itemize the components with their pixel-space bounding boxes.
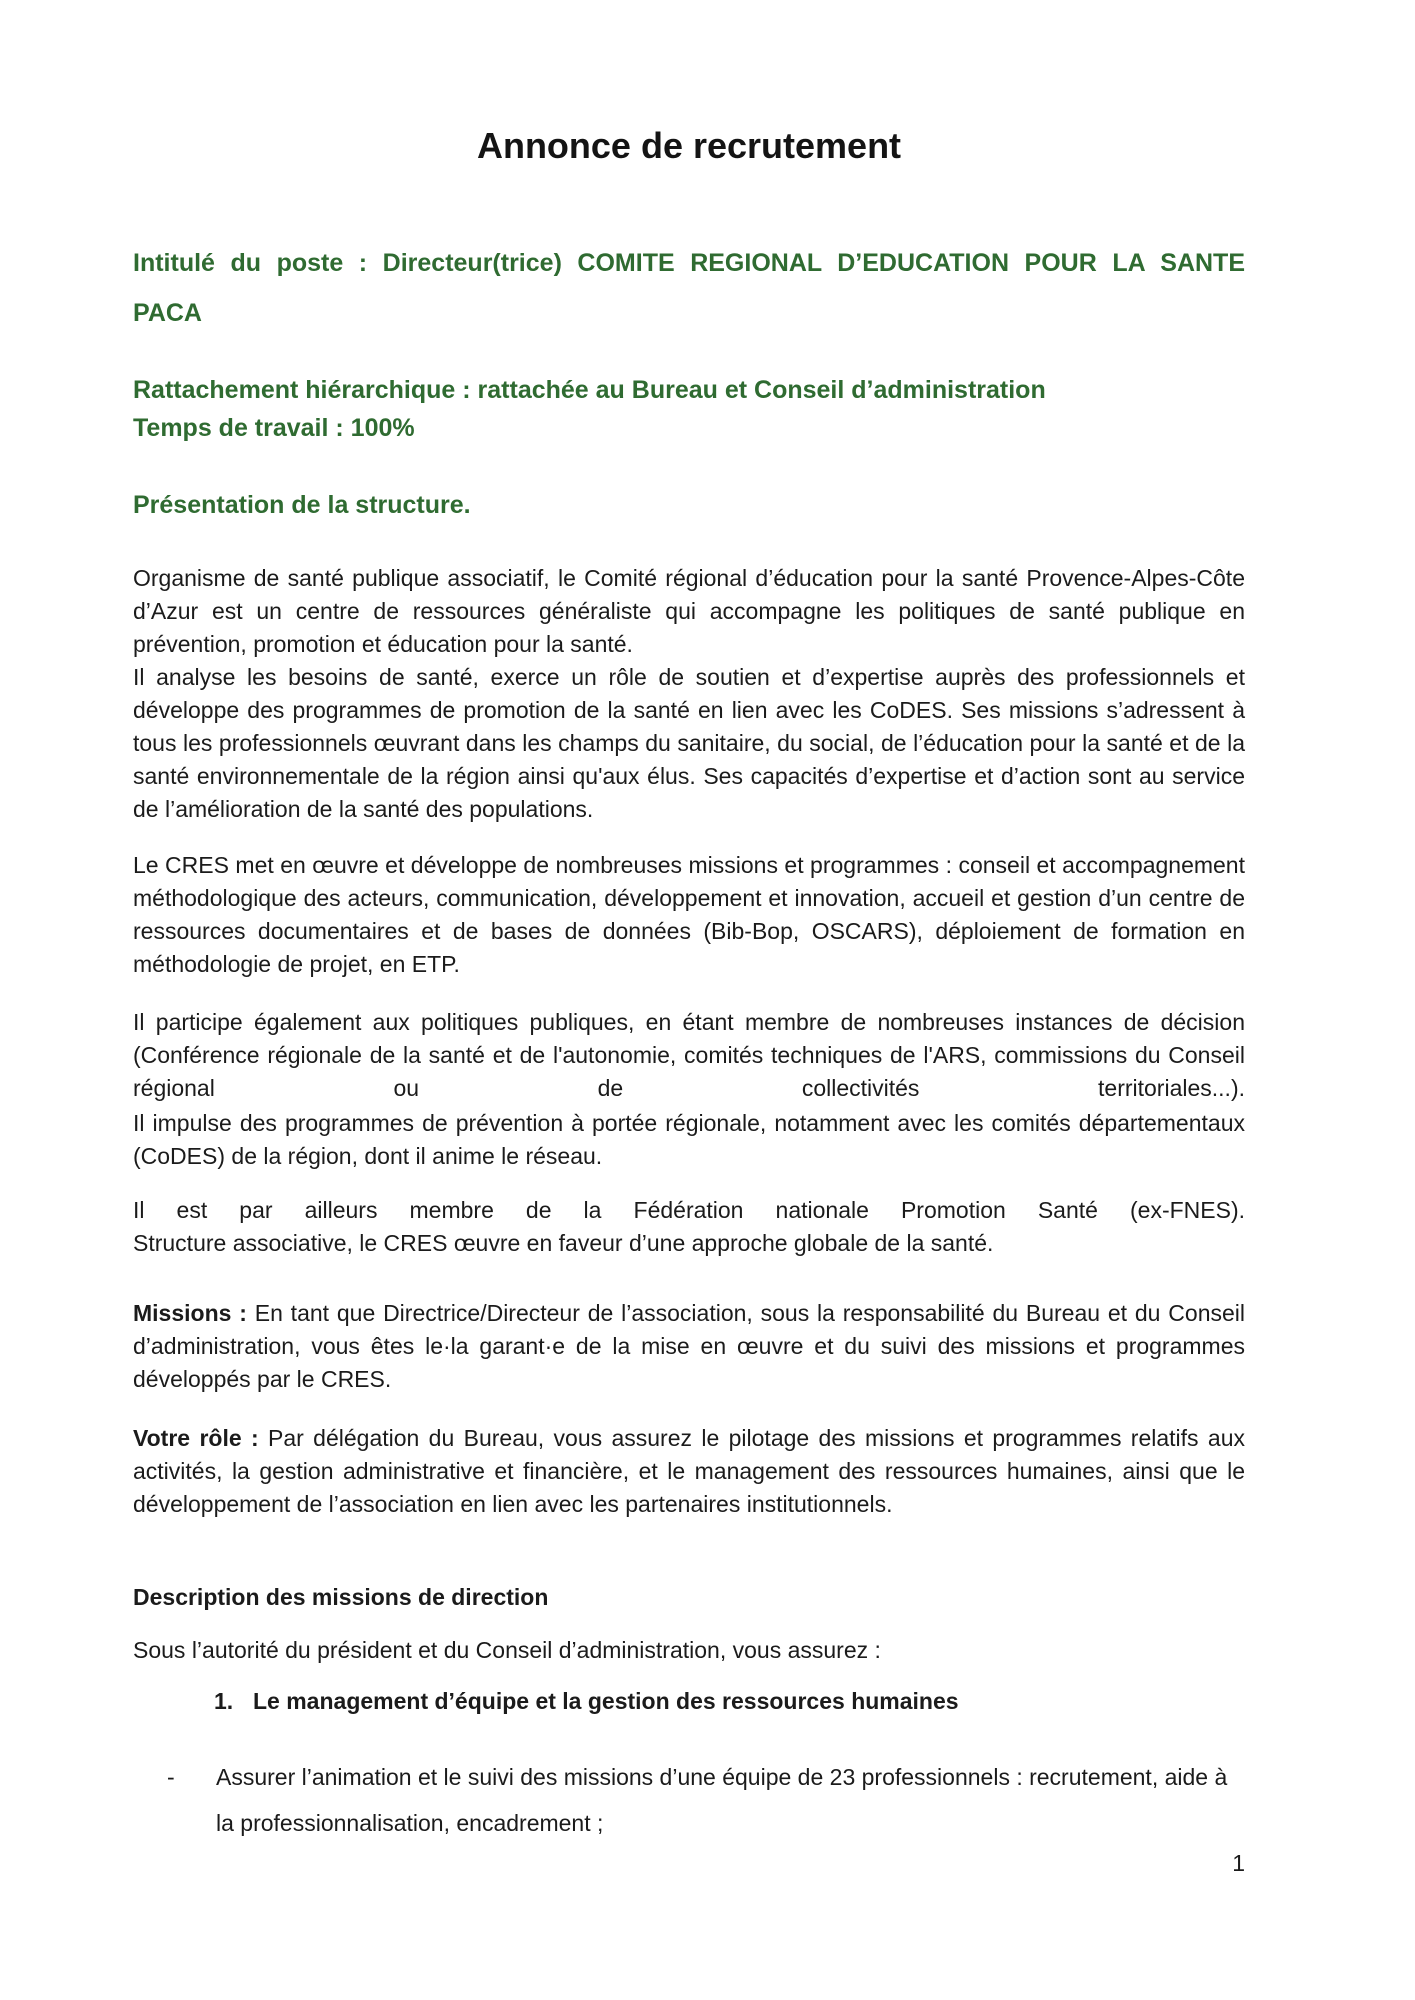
document-content — [133, 0, 1245, 2000]
paragraph-organisme: Organisme de santé publique associatif, le Comité régional d’éducation pour la santé Provence-Alpes-Côte d’Azur est un centre de ressources généraliste qui accompagne les politiques de santé publique en prévention, promotion et éducation pour la santé. — [133, 565, 1245, 657]
heading-intitule-line1: Intitulé du poste : Directeur(trice) COMITE REGIONAL D’EDUCATION POUR LA SANTE — [133, 249, 1245, 277]
paragraph-il-analyse: Il analyse les besoins de santé, exerce un rôle de soutien et d’expertise auprès des professionnels et développe des programmes de promotion de la santé en lien avec les CoDES. Ses missions s’adressent à tous les professionnels œuvrant dans les champs du sanitaire, du social, de l’éducation pour la santé et de la santé environnementale de la région ainsi qu'aux élus. Ses capacités d’expertise et d’action sont au service de l’amélioration de la santé des populations. — [133, 664, 1245, 822]
votre-role-text: Par délégation du Bureau, vous assurez le pilotage des missions et programmes relatifs aux activités, la gestion administrative et financière, et le management des ressources humaines, ainsi que le développement de l’association en lien avec les partenaires institutionnels. — [133, 1425, 1245, 1517]
paragraph-federation-line1: Il est par ailleurs membre de la Fédération nationale Promotion Santé (ex-FNES). — [133, 1197, 1245, 1223]
heading-intitule-line2: PACA — [133, 299, 202, 327]
document-title: Annonce de recrutement — [476, 125, 902, 166]
paragraph-federation-line2: Structure associative, le CRES œuvre en faveur d’une approche globale de la santé. — [133, 1230, 994, 1256]
paragraph-il-impulse: Il impulse des programmes de prévention à portée régionale, notamment avec les comités départementaux (CoDES) de la région, dont il anime le réseau. — [133, 1110, 1245, 1169]
paragraph-votre-role — [133, 1422, 1245, 1521]
paragraph-il-participe: Il participe également aux politiques publiques, en étant membre de nombreuses instances de décision (Conférence régionale de la santé et de l'autonomie, comités techniques de l'ARS, commissions du Conseil régional ou de collectivités territoriales...). — [133, 1009, 1245, 1101]
heading-intitule-du-poste — [133, 238, 1245, 338]
page-number: 1 — [1232, 1850, 1245, 1876]
numbered-item-1-title: Le management d’équipe et la gestion des ressources humaines — [253, 1688, 959, 1714]
bullet-item-1-text: Assurer l’animation et le suivi des missions d’une équipe de 23 professionnels : recrutement, aide à la professionnalisation, encadrement ; — [216, 1764, 1228, 1836]
missions-label: Missions : — [133, 1300, 247, 1326]
paragraph-sous-autorite: Sous l’autorité du président et du Conseil d’administration, vous assurez : — [133, 1637, 881, 1663]
bullet-item-1 — [167, 1754, 1245, 1846]
numbered-item-1-number: 1. — [214, 1688, 234, 1714]
heading-temps-de-travail: Temps de travail : 100% — [133, 414, 415, 442]
paragraph-missions — [133, 1297, 1245, 1396]
bullet-item-1-dash: - — [167, 1764, 175, 1790]
votre-role-label: Votre rôle : — [133, 1425, 259, 1451]
missions-text: En tant que Directrice/Directeur de l’association, sous la responsabilité du Bureau et du Conseil d’administration, vous êtes le·la garant·e de la mise en œuvre et du suivi des missions et programmes développés par le CRES. — [133, 1300, 1246, 1392]
heading-presentation-structure: Présentation de la structure. — [133, 491, 471, 519]
heading-rattachement-hierarchique: Rattachement hiérarchique : rattachée au Bureau et Conseil d’administration — [133, 376, 1046, 404]
paragraph-federation — [133, 1194, 1245, 1260]
heading-description-missions: Description des missions de direction — [133, 1584, 549, 1610]
paragraph-le-cres: Le CRES met en œuvre et développe de nombreuses missions et programmes : conseil et accompagnement méthodologique des acteurs, communication, développement et innovation, accueil et gestion d’un centre de ressources documentaires et de bases de données (Bib-Bop, OSCARS), déploiement de formation en méthodologie de projet, en ETP. — [133, 852, 1245, 977]
numbered-item-1 — [214, 1685, 1245, 1718]
